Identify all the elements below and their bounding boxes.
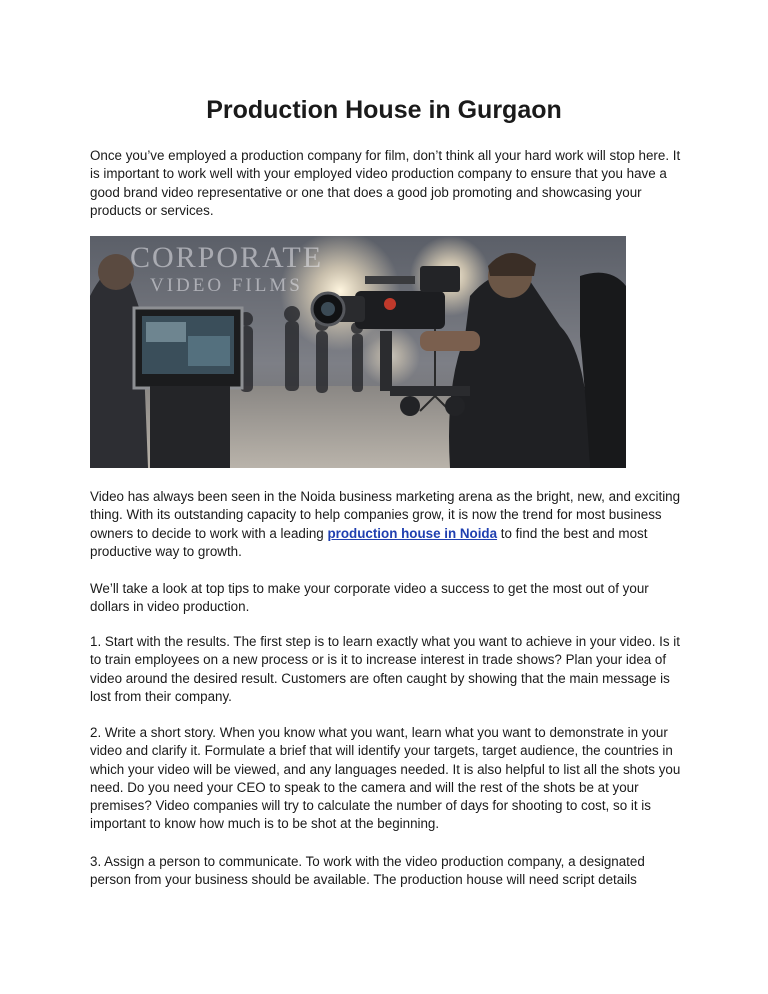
paragraph-noida-text-end: to find the best and most productive way to growth. — [90, 525, 648, 559]
film-set-photo — [90, 236, 626, 468]
page-title: Production House in Gurgaon — [206, 96, 562, 124]
paragraph-top-tips: We’ll take a look at top tips to make your corporate video a success to get the most out of your dollars in video production. — [90, 581, 649, 615]
paragraph-intro: Once you’ve employed a production company for film, don’t think all your hard work will stop here. It is important to work well with your employed video production company to ensure that you have a good brand video representative or one that does a good job promoting and showcasing your products or services. — [90, 148, 681, 218]
paragraph-noida-text-start: Video has always been seen in the Noida business marketing arena as the bright, new, and exciting thing. With its outstanding capacity to help companies grow, it is now the trend for most business owners to decide to work with a leading — [90, 489, 681, 541]
paragraph-tip-1: 1. Start with the results. The first step is to learn exactly what you want to achieve in your video. Is it to train employees on a new process or is it to increase interest in trade shows? Plan your idea of video around the desired result. Customers are often caught by showing that the main message is lost from their company. — [90, 634, 680, 704]
paragraph-tip-2: 2. Write a short story. When you know what you want, learn what you want to demonstrate in your video and clarify it. Formulate a brief that will identify your targets, target audience, the countries in which your video will be viewed, and any languages needed. It is also helpful to list all the shots you need. Do you need your CEO to speak to the camera and will the rest of the shots be at your premises? Video companies will try to calculate the number of days for shooting to cost, so it is important to know how much is to be shot at the beginning. — [90, 725, 681, 832]
photo-watermark-line2: VIDEO FILMS — [150, 275, 303, 296]
paragraph-noida — [90, 488, 682, 561]
production-house-noida-link[interactable]: production house in Noida — [327, 525, 498, 541]
photo-watermark-line1: CORPORATE — [130, 241, 324, 274]
paragraph-tip-3: 3. Assign a person to communicate. To work with the video production company, a designated person from your business should be available. The production house will need script details — [90, 854, 645, 888]
